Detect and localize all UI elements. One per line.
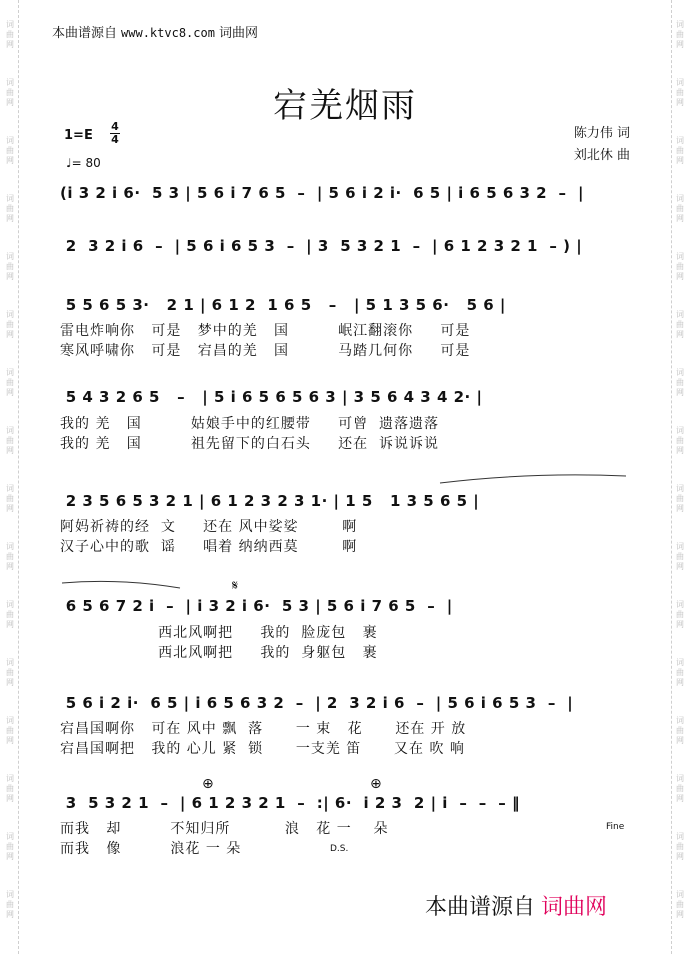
notation-line-2: 2 3 2 i 6 – | 5 6 i 6 5 3 – | 3 5 3 2 1 – | 6 1 2 3 2 1 – ) | [60, 237, 583, 255]
lyrics-line-8-verse-2: 而我 像 浪花 一 朵 [60, 841, 242, 857]
site-name: 词曲网 [218, 26, 258, 41]
watermark-glyphs: 词 曲 网 [6, 368, 14, 397]
notation-line-1: (i 3 2 i 6· 5 3 | 5 6 i 7 6 5 – | 5 6 i 2 i· 6 5 | i 6 5 6 3 2 – | [60, 184, 584, 202]
notation-line-3: 5 5 6 5 3· 2 1 | 6 1 2 1 6 5 – | 5 1 3 5 6· 5 6 | [60, 296, 506, 314]
lyrics-line-5-verse-2: 汉子心中的歌 谣 唱着 纳纳西莫 啊 [60, 539, 358, 555]
watermark-glyphs: 词 曲 网 [676, 832, 684, 861]
watermark-glyphs: 词 曲 网 [6, 658, 14, 687]
footer-source [425, 890, 607, 921]
time-signature-top: 4 [111, 120, 119, 133]
watermark-glyphs: 词 曲 网 [676, 426, 684, 455]
notation-line-6: 6 5 6 7 2 i – | i 3 2 i 6· 5 3 | 5 6 i 7 6 5 – | [60, 597, 453, 615]
song-title: 宕羌烟雨 [273, 86, 417, 126]
time-signature-bottom: 4 [111, 133, 119, 146]
watermark-glyphs: 词 曲 网 [676, 136, 684, 165]
watermark-glyphs: 词 曲 网 [6, 600, 14, 629]
watermark-glyphs: 词 曲 网 [676, 484, 684, 513]
ds-marking: D.S. [330, 844, 349, 854]
tempo-marking: ♩= 80 [66, 156, 101, 170]
watermark-glyphs: 词 曲 网 [676, 600, 684, 629]
lyrics-line-4-verse-2: 我的 羌 国 祖先留下的白石头 还在 诉说诉说 [60, 436, 440, 452]
watermark-glyphs: 词 曲 网 [676, 716, 684, 745]
lyrics-line-4-verse-1: 我的 羌 国 姑娘手中的红腰带 可曾 遗落遗落 [60, 416, 440, 432]
coda-sign-1: ⊕ [202, 776, 214, 792]
watermark-glyphs: 词 曲 网 [676, 194, 684, 223]
segno-sign: 𝄋 [232, 578, 239, 594]
watermark-glyphs: 词 曲 网 [676, 774, 684, 803]
watermark-glyphs: 词 曲 网 [6, 774, 14, 803]
lyrics-line-7-verse-1: 宕昌国啊你 可在 风中 飘 落 一 束 花 还在 开 放 [60, 721, 467, 737]
notation-line-7: 5 6 i 2 i· 6 5 | i 6 5 6 3 2 – | 2 3 2 i 6 – | 5 6 i 6 5 3 – | [60, 694, 574, 712]
key-signature: 1=E [64, 128, 93, 143]
lyrics-line-3-verse-2: 寒风呼啸你 可是 宕昌的羌 国 马踏几何你 可是 [60, 343, 471, 359]
footer-source-prefix: 本曲谱源自 [425, 895, 536, 920]
watermark-glyphs: 词 曲 网 [676, 252, 684, 281]
lyrics-line-6-verse-1: 西北风啊把 我的 脸庞包 裹 [60, 625, 378, 641]
watermark-glyphs: 词 曲 网 [6, 194, 14, 223]
watermark-glyphs: 词 曲 网 [6, 310, 14, 339]
lyrics-line-6-verse-2: 西北风啊把 我的 身躯包 裹 [60, 645, 378, 661]
site-url[interactable]: www.ktvc8.com [121, 26, 215, 40]
watermark-glyphs: 词 曲 网 [676, 658, 684, 687]
fine-marking: Fine [606, 822, 625, 832]
watermark-glyphs: 词 曲 网 [676, 78, 684, 107]
watermark-glyphs: 词 曲 网 [6, 716, 14, 745]
long-tie-1 [440, 475, 626, 483]
composer-credit: 刘北休 曲 [573, 148, 630, 163]
watermark-glyphs: 词 曲 网 [676, 368, 684, 397]
watermark-glyphs: 词 曲 网 [6, 136, 14, 165]
notation-line-8: 3 5 3 2 1 – | 6 1 2 3 2 1 – :| 6· i 2 3 2 | i – – – ‖ [60, 794, 520, 812]
footer-site-name[interactable]: 词曲网 [541, 895, 608, 920]
watermark-glyphs: 词 曲 网 [6, 542, 14, 571]
watermark-glyphs: 词 曲 网 [6, 484, 14, 513]
coda-sign-2: ⊕ [370, 776, 382, 792]
source-prefix: 本曲谱源自 [52, 26, 118, 41]
notation-line-4: 5 4 3 2 6 5 – | 5 i 6 5 6 5 6 3 | 3 5 6 4 3 4 2· | [60, 388, 483, 406]
watermark-glyphs: 词 曲 网 [6, 426, 14, 455]
lyricist-credit: 陈力伟 词 [573, 126, 630, 141]
watermark-glyphs: 词 曲 网 [6, 78, 14, 107]
watermark-glyphs: 词 曲 网 [676, 542, 684, 571]
long-tie-2 [62, 581, 180, 588]
watermark-glyphs: 词 曲 网 [6, 832, 14, 861]
watermark-glyphs: 词 曲 网 [676, 310, 684, 339]
lyrics-line-5-verse-1: 阿妈祈祷的经 文 还在 风中娑娑 啊 [60, 519, 358, 535]
watermark-glyphs: 词 曲 网 [6, 252, 14, 281]
watermark-glyphs: 词 曲 网 [676, 20, 684, 49]
watermark-glyphs: 词 曲 网 [6, 20, 14, 49]
lyrics-line-8-verse-1: 而我 却 不知归所 浪 花 一 朵 [60, 821, 389, 837]
watermark-glyphs: 词 曲 网 [6, 890, 14, 919]
notation-line-5: 2 3 5 6 5 3 2 1 | 6 1 2 3 2 3 1· | 1 5 1 3 5 6 5 | [60, 492, 480, 510]
lyrics-line-7-verse-2: 宕昌国啊把 我的 心儿 紧 锁 一支羌 笛 又在 吹 响 [60, 741, 465, 757]
watermark-glyphs: 词 曲 网 [676, 890, 684, 919]
lyrics-line-3-verse-1: 雷电炸响你 可是 梦中的羌 国 岷江翻滚你 可是 [60, 323, 471, 339]
